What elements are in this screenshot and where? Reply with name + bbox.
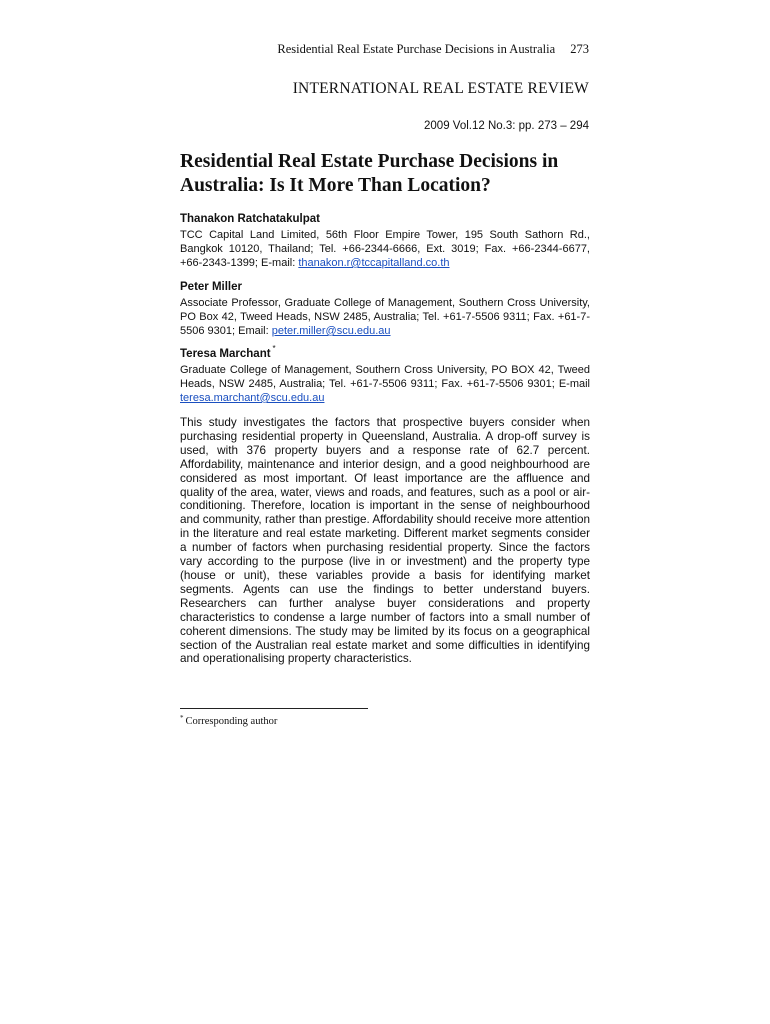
footnote-text: Corresponding author (185, 716, 278, 727)
corresponding-marker: * (272, 344, 276, 353)
author-name: Teresa Marchant (180, 348, 271, 360)
author-name-row (180, 342, 590, 361)
author-affiliation (180, 228, 590, 270)
author-email-link[interactable]: teresa.marchant@scu.edu.au (180, 392, 325, 404)
author-email-link[interactable]: peter.miller@scu.edu.au (271, 325, 391, 337)
footnote (180, 714, 277, 727)
journal-name: INTERNATIONAL REAL ESTATE REVIEW (292, 80, 589, 97)
footnote-divider (180, 708, 368, 709)
running-head-title: Residential Real Estate Purchase Decisions in Australia (277, 42, 556, 56)
page-number: 273 (570, 42, 589, 56)
abstract: This study investigates the factors that prospective buyers consider when purchasing residential property in Queensland, Australia. A drop-off survey is used, with 376 property buyers and a response rate of 62.7 percent. Affordability, maintenance and interior design, and a good neighbourhood are considered as most important. Of least importance are the affluence and quality of the area, water, views and roads, and features, such as a pool or air-conditioning. Therefore, location is important in the sense of neighbourhood and community, rather than prestige. Affordability should receive more attention in the literature and real estate marketing. Different market segments consider a number of factors when purchasing residential property. Since the factors vary according to the purpose (live in or investment) and the property type (house or unit), these variables provide a basis for identifying market segments. Agents can use the findings to better understand buyers. Researchers can further analyse buyer considerations and property characteristics to condense a large number of factors into a small number of coherent dimensions. The study may be limited by its focus on a geographical section of the Australian real estate market and some difficulties in identifying and operationalising property characteristics. (180, 416, 590, 666)
author-block (180, 342, 590, 405)
affiliation-text: Graduate College of Management, Southern Cross University, PO BOX 42, Tweed Heads, NSW 2485, Australia; Tel. +61-7-5506 9311; Fax. +61-7-5506 9301; E-mail (180, 364, 590, 390)
author-name: Thanakon Ratchatakulpat (180, 213, 320, 225)
author-affiliation (180, 296, 590, 338)
author-block (180, 280, 590, 338)
author-email-link[interactable]: thanakon.r@tccapitalland.co.th (298, 257, 450, 269)
journal-issue: 2009 Vol.12 No.3: pp. 273 – 294 (424, 120, 589, 132)
author-affiliation (180, 363, 590, 405)
author-block (180, 212, 590, 270)
running-head (277, 42, 589, 57)
author-name: Peter Miller (180, 281, 242, 293)
footnote-marker: * (180, 714, 184, 722)
affiliation-text: Associate Professor, Graduate College of Management, Southern Cross University, PO Box 42, Tweed Heads, NSW 2485, Australia; Tel. +61-7-5506 9311; Fax. +61-7-5506 9301; Email: (180, 297, 590, 337)
affiliation-text: TCC Capital Land Limited, 56th Floor Empire Tower, 195 South Sathorn Rd., Bangkok 10120, Thailand; Tel. +66-2344-6666, Ext. 3019; Fax. +66-2344-6677, +66-2343-1399; E-mail: (180, 229, 590, 269)
article-title: Residential Real Estate Purchase Decisions in Australia: Is It More Than Location? (180, 151, 559, 196)
